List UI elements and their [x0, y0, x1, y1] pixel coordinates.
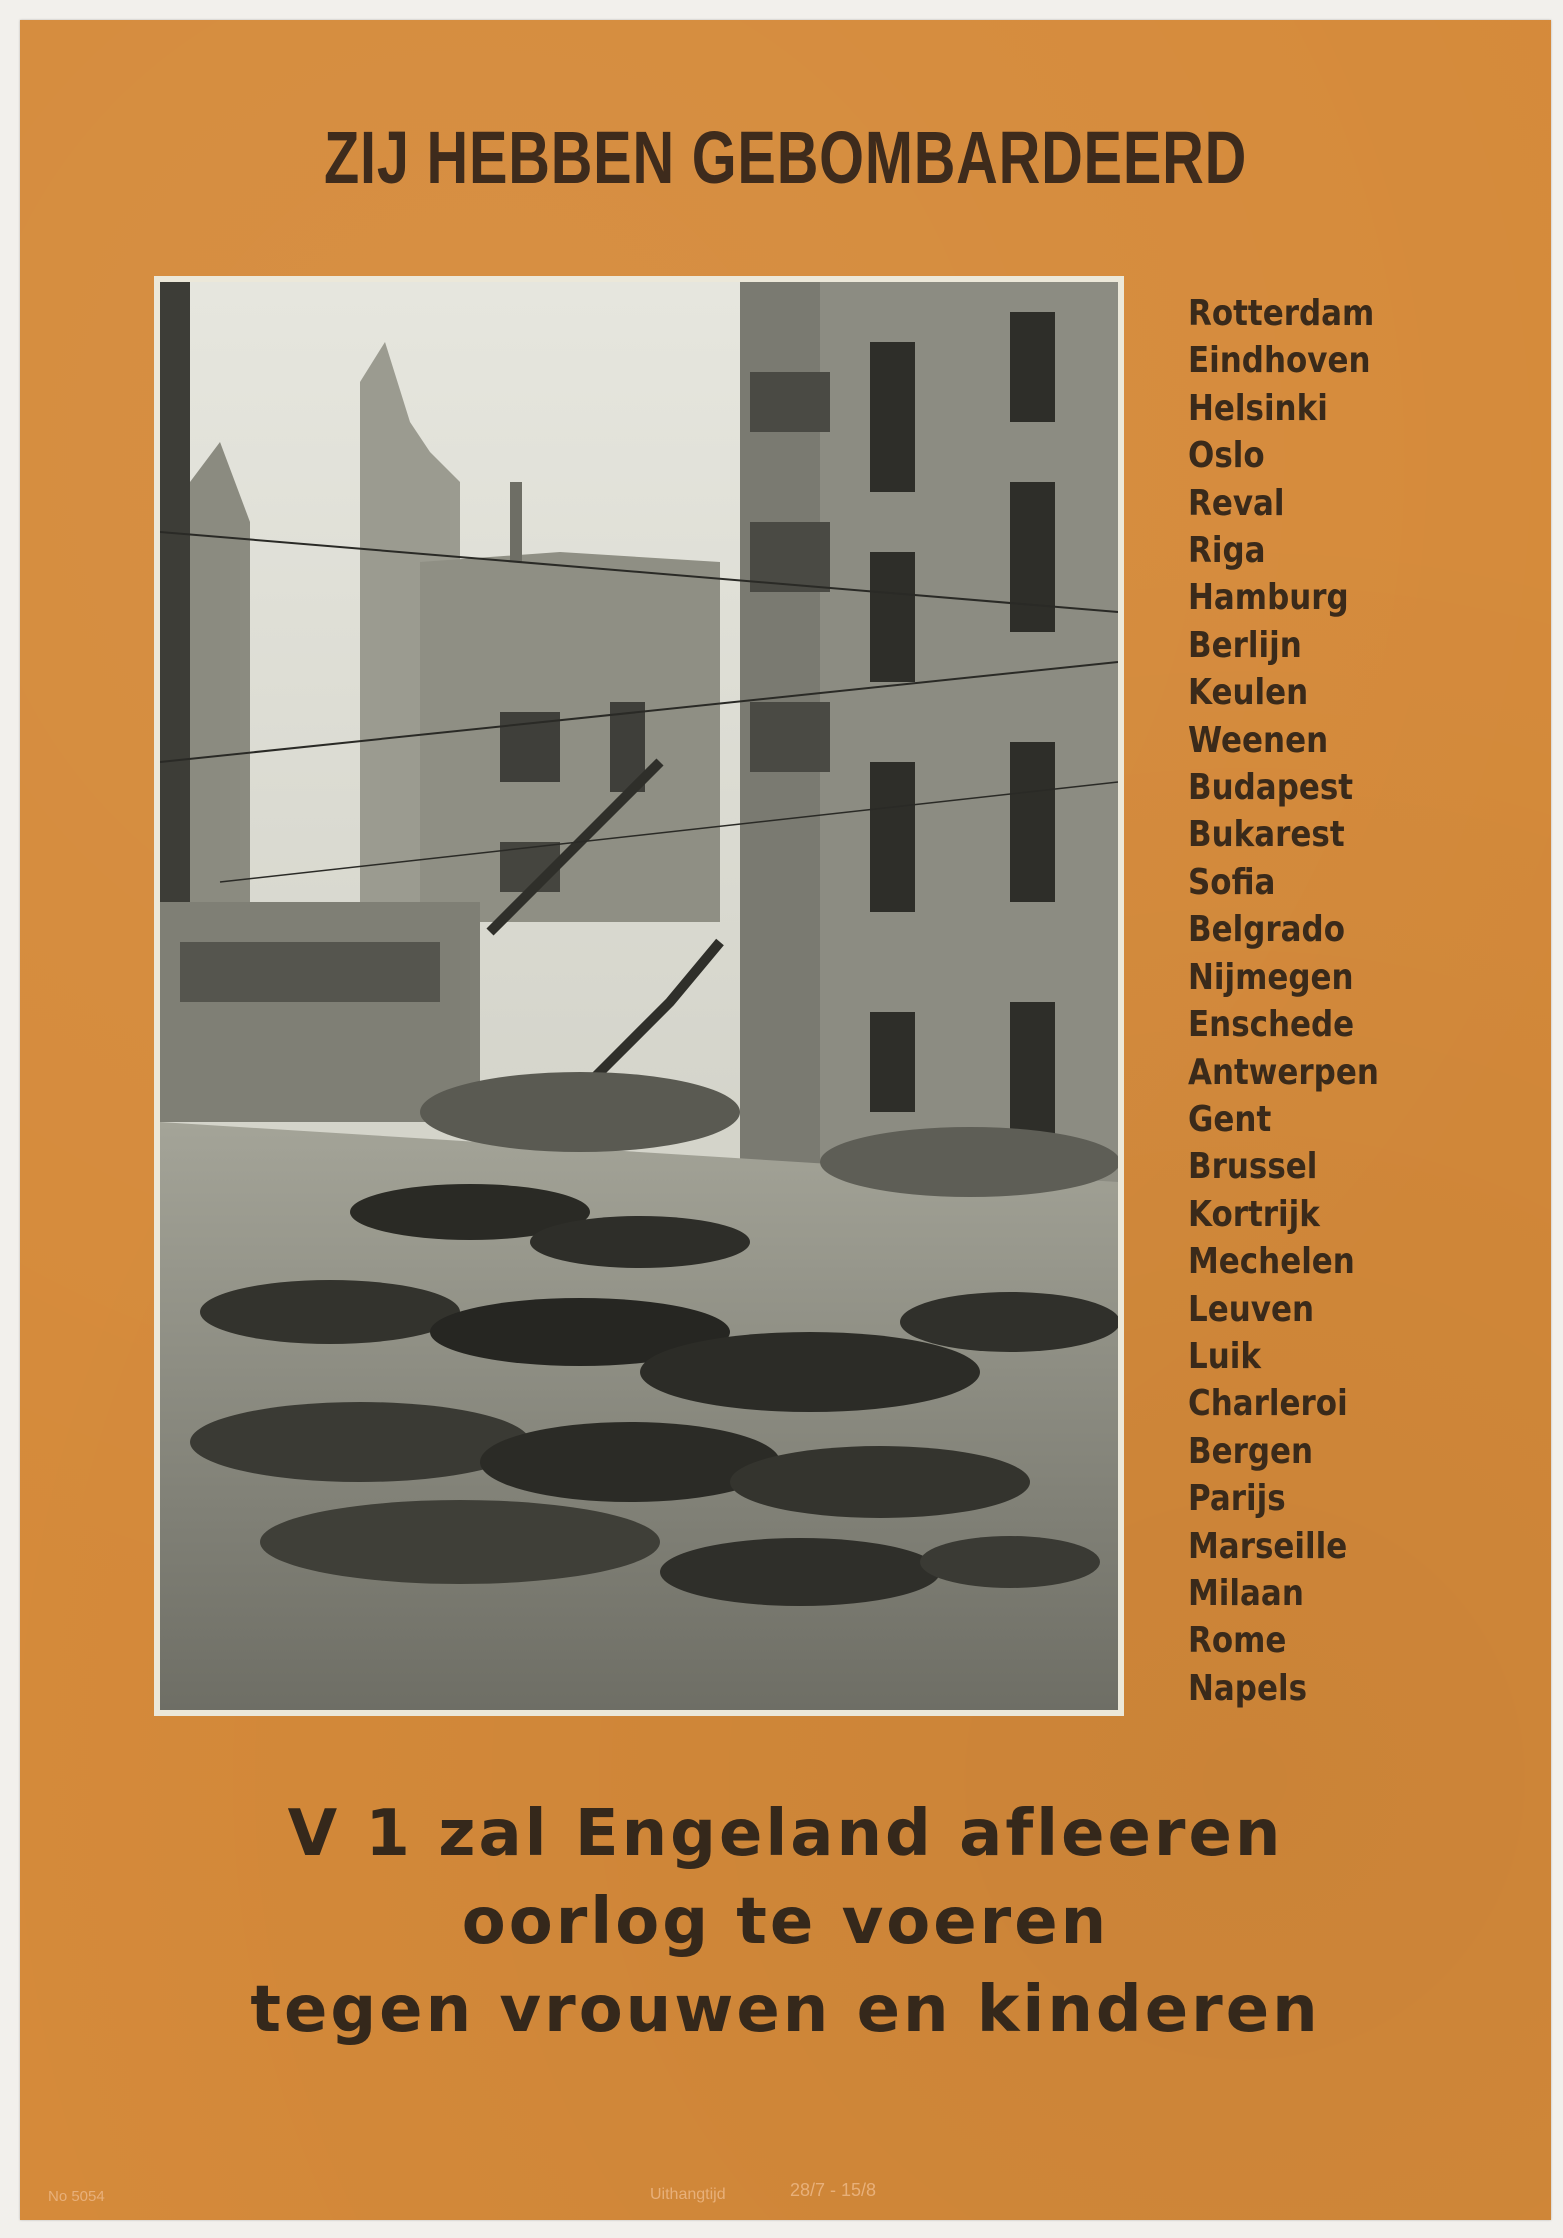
city-item: Napels	[1188, 1667, 1308, 1709]
slogan-line-3: tegen vrouwen en kinderen	[250, 1973, 1321, 2047]
city-item: Eindhoven	[1188, 340, 1371, 382]
slogan-line-1: V 1 zal Engeland afleeren	[287, 1797, 1284, 1871]
photo-illustration	[160, 282, 1118, 1710]
display-period-label: Uithangtijd	[650, 2186, 726, 2203]
city-item: Budapest	[1188, 767, 1354, 809]
display-period-dates: 28/7 - 15/8	[790, 2180, 877, 2200]
poster	[20, 20, 1551, 2220]
city-item: Belgrado	[1188, 909, 1345, 951]
city-item: Sofia	[1188, 861, 1276, 903]
city-item: Antwerpen	[1188, 1051, 1379, 1093]
slogan	[20, 1790, 1551, 2054]
city-item: Brussel	[1188, 1146, 1318, 1188]
city-item: Riga	[1188, 530, 1266, 572]
city-item: Kortrijk	[1188, 1193, 1320, 1235]
city-item: Reval	[1188, 482, 1285, 524]
city-item: Rome	[1188, 1620, 1287, 1662]
city-item: Nijmegen	[1188, 956, 1354, 998]
city-item: Gent	[1188, 1098, 1272, 1140]
poster-title: ZIJ HEBBEN GEBOMBARDEERD	[323, 116, 1248, 199]
slogan-line-2: oorlog te voeren	[461, 1885, 1110, 1959]
city-item: Charleroi	[1188, 1383, 1348, 1425]
city-item: Keulen	[1188, 672, 1309, 714]
city-item: Enschede	[1188, 1004, 1355, 1046]
city-item: Milaan	[1188, 1572, 1304, 1614]
city-item: Luik	[1188, 1335, 1261, 1377]
city-item: Leuven	[1188, 1288, 1314, 1330]
city-item: Parijs	[1188, 1478, 1286, 1520]
city-item: Marseille	[1188, 1525, 1348, 1567]
city-item: Oslo	[1188, 435, 1265, 477]
bombed-cities-list	[1188, 290, 1379, 1712]
city-item: Hamburg	[1188, 577, 1349, 619]
city-item: Helsinki	[1188, 387, 1328, 429]
city-item: Bukarest	[1188, 814, 1345, 856]
city-item: Bergen	[1188, 1430, 1314, 1472]
city-item: Mechelen	[1188, 1241, 1355, 1283]
city-item: Rotterdam	[1188, 293, 1375, 334]
bombed-street-photo	[154, 276, 1124, 1716]
poster-number: No 5054	[48, 2188, 105, 2205]
city-item: Weenen	[1188, 719, 1329, 761]
city-item: Berlijn	[1188, 624, 1302, 666]
